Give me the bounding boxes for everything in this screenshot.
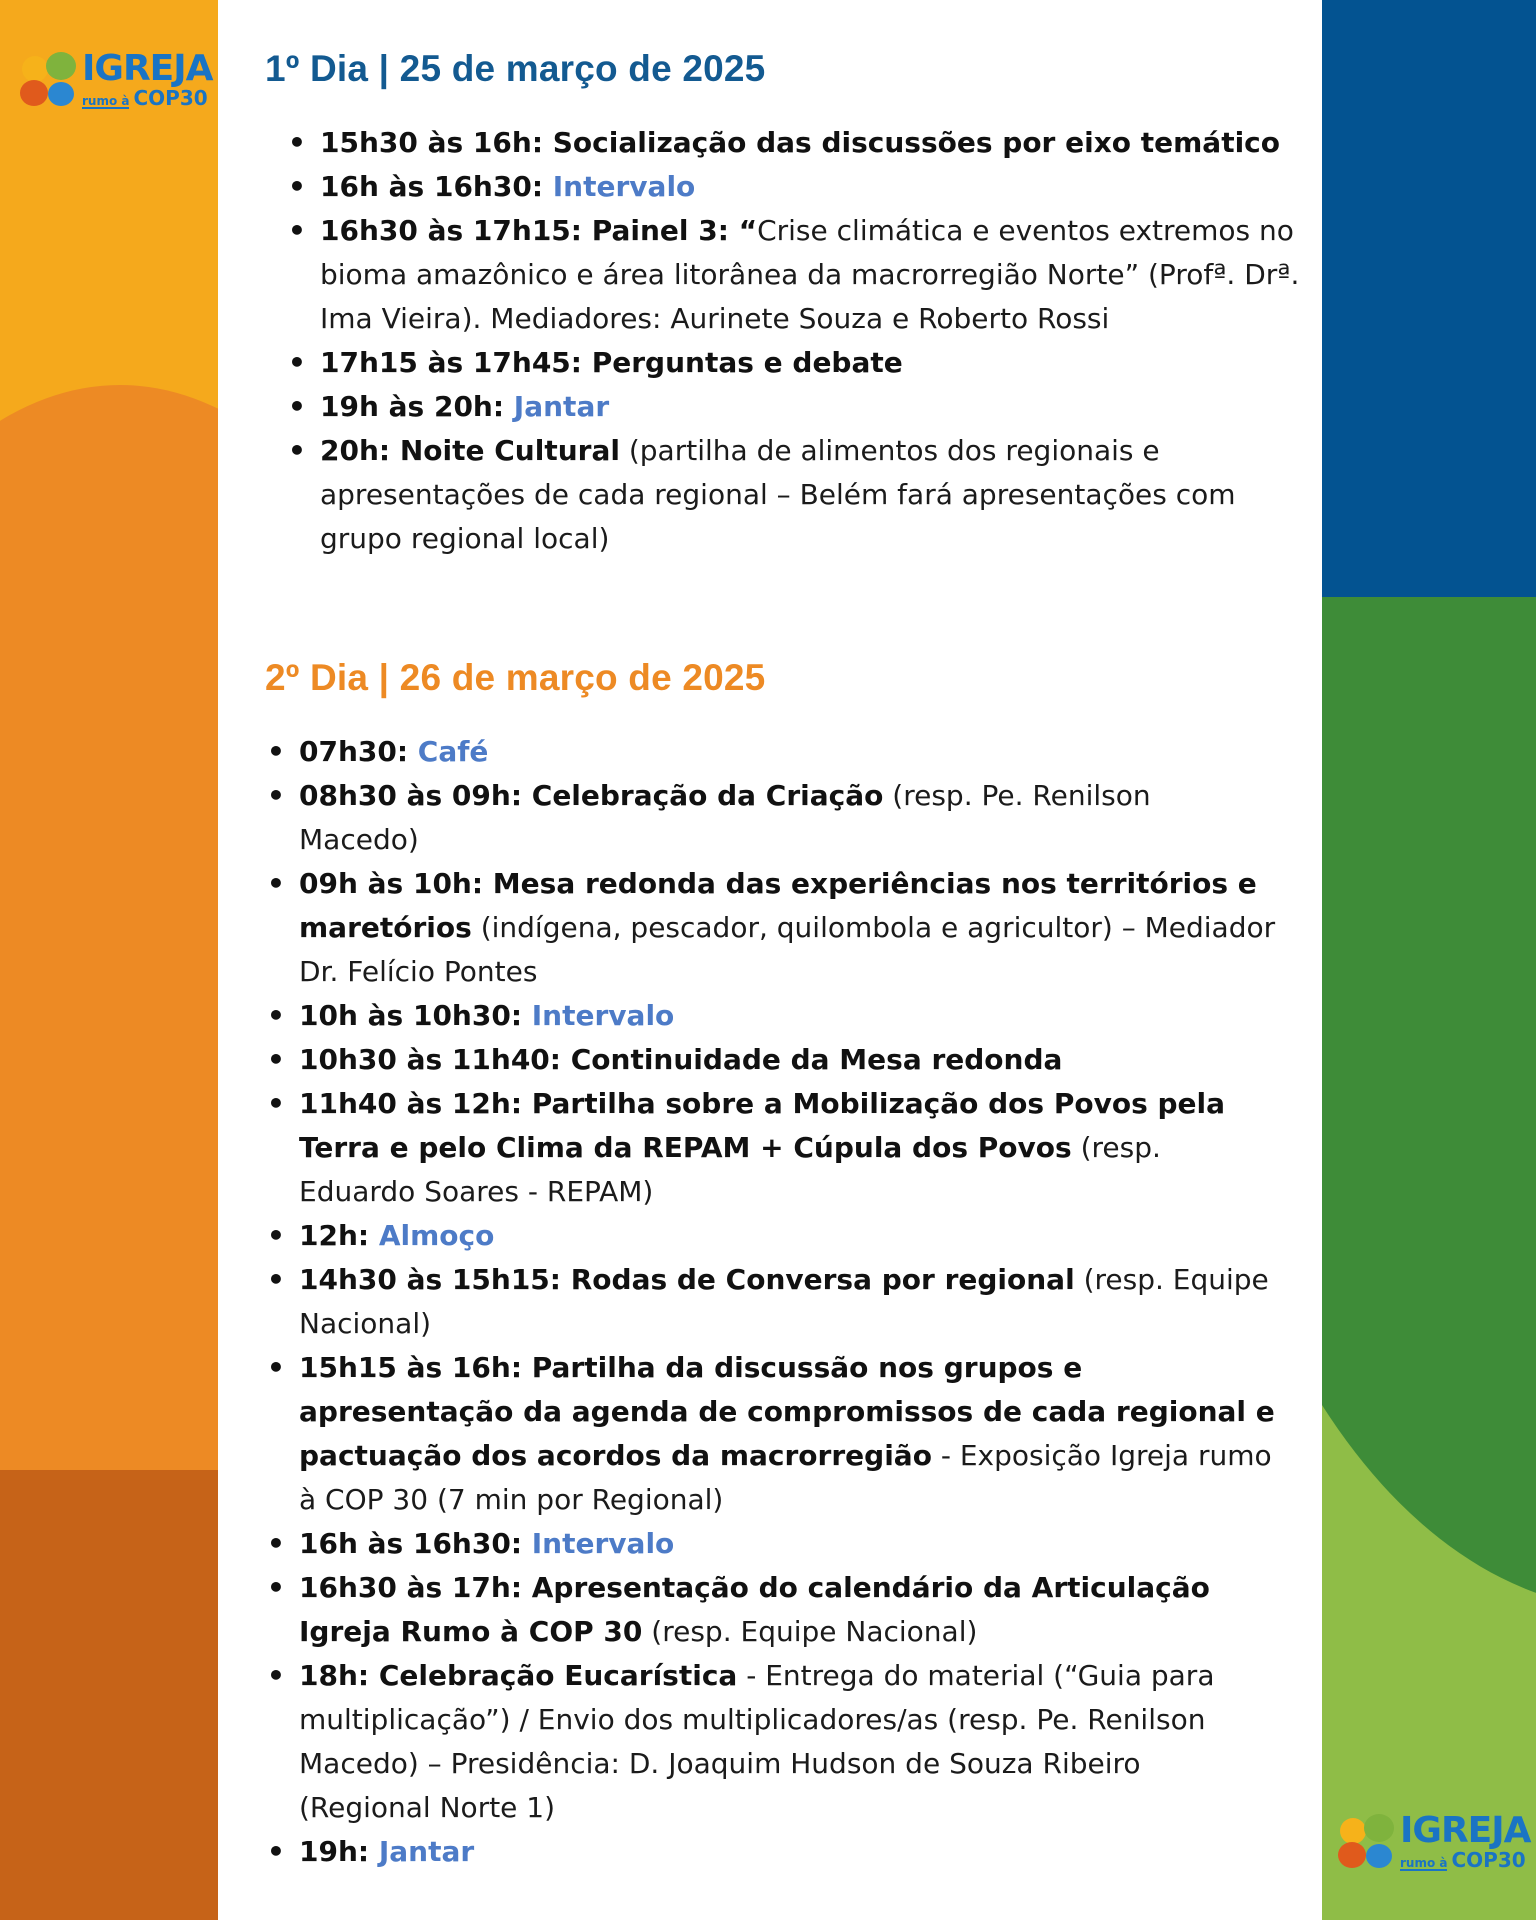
schedule-content	[218, 0, 1322, 1920]
schedule-highlight: Intervalo	[543, 170, 696, 203]
schedule-time: 08h30 às 09h:	[299, 779, 523, 812]
logo-cop-text: COP30	[1451, 1848, 1526, 1872]
schedule-item	[299, 774, 1299, 862]
schedule-item	[320, 341, 1320, 385]
schedule-title: Rodas de Conversa por regional	[560, 1263, 1075, 1296]
schedule-time: 16h às 16h30:	[299, 1527, 523, 1560]
schedule-highlight: Intervalo	[522, 999, 675, 1032]
schedule-time: 10h às 10h30:	[299, 999, 523, 1032]
schedule-time: 16h30 às 17h:	[299, 1571, 523, 1604]
schedule-item	[299, 1258, 1299, 1346]
schedule-time: 10h30 às 11h40:	[299, 1043, 561, 1076]
left-decorative-band	[0, 0, 218, 1920]
schedule-time: 09h às 10h:	[299, 867, 484, 900]
schedule-time: 07h30:	[299, 735, 409, 768]
schedule-title: Mesa redonda das experiências nos territórios e maretórios	[299, 867, 1257, 944]
schedule-title: Socialização das discussões por eixo temático	[543, 126, 1281, 159]
schedule-time: 20h:	[320, 434, 391, 467]
logo-tagline: rumo à	[82, 94, 130, 108]
schedule-item	[320, 165, 1320, 209]
day1-heading: 1º Dia | 25 de março de 2025	[265, 48, 766, 89]
schedule-item	[299, 1830, 1299, 1874]
logo-brand-text: IGREJA	[1400, 1810, 1531, 1851]
schedule-title: Perguntas e debate	[581, 346, 903, 379]
schedule-title: Noite Cultural	[390, 434, 620, 467]
schedule-item	[299, 1522, 1299, 1566]
schedule-time: 17h15 às 17h45:	[320, 346, 582, 379]
day2-schedule-list	[299, 730, 1299, 1874]
logo-top	[18, 50, 213, 110]
schedule-item	[299, 1082, 1299, 1214]
schedule-title: Partilha sobre a Mobilização dos Povos pela Terra e pelo Clima da REPAM + Cúpula dos Povos	[299, 1087, 1226, 1164]
schedule-item	[299, 1654, 1299, 1830]
schedule-item	[299, 1346, 1299, 1522]
schedule-highlight: Jantar	[369, 1835, 475, 1868]
logo-cop-text: COP30	[133, 86, 208, 110]
schedule-detail: (resp. Pe. Renilson Macedo)	[299, 779, 1151, 856]
schedule-title: Partilha da discussão nos grupos e apresentação da agenda de compromissos de cada regional e pactuação dos acordos da macrorregião	[299, 1351, 1275, 1472]
schedule-highlight: Café	[408, 735, 489, 768]
day2-heading: 2º Dia | 26 de março de 2025	[265, 657, 766, 698]
logo-mark-icon	[18, 50, 78, 110]
schedule-item	[299, 862, 1299, 994]
schedule-time: 11h40 às 12h:	[299, 1087, 523, 1120]
schedule-highlight: Intervalo	[522, 1527, 675, 1560]
schedule-detail: (indígena, pescador, quilombola e agricultor) – Mediador Dr. Felício Pontes	[299, 911, 1276, 988]
schedule-time: 18h:	[299, 1659, 370, 1692]
schedule-detail: - Exposição Igreja rumo à COP 30 (7 min por Regional)	[299, 1439, 1272, 1516]
schedule-detail: (resp. Equipe Nacional)	[642, 1615, 978, 1648]
schedule-item	[320, 121, 1320, 165]
schedule-item	[299, 730, 1299, 774]
schedule-highlight: Jantar	[504, 390, 610, 423]
schedule-time: 14h30 às 15h15:	[299, 1263, 561, 1296]
left-dark-orange-band	[0, 1470, 218, 1920]
schedule-title: Painel 3: “	[581, 214, 758, 247]
schedule-title: Continuidade da Mesa redonda	[560, 1043, 1063, 1076]
right-blue-band	[1322, 0, 1536, 597]
schedule-detail: (resp. Equipe Nacional)	[299, 1263, 1269, 1340]
schedule-item	[299, 1566, 1299, 1654]
schedule-item	[299, 1214, 1299, 1258]
schedule-detail: (partilha de alimentos dos regionais e apresentações de cada regional – Belém fará apresentações com grupo regional local)	[320, 434, 1236, 555]
schedule-item	[320, 209, 1320, 341]
logo-mark-icon	[1336, 1812, 1396, 1872]
schedule-item	[299, 994, 1299, 1038]
schedule-time: 15h15 às 16h:	[299, 1351, 523, 1384]
schedule-detail: (resp. Eduardo Soares - REPAM)	[299, 1131, 1161, 1208]
schedule-time: 19h às 20h:	[320, 390, 505, 423]
schedule-title: Celebração da Criação	[522, 779, 884, 812]
schedule-item	[320, 429, 1320, 561]
schedule-time: 16h30 às 17h15:	[320, 214, 582, 247]
schedule-detail: - Entrega do material (“Guia para multiplicação”) / Envio dos multiplicadores/as (resp. Pe. Renilson Macedo) – Presidência: D. Joaquim Hudson de Souza Ribeiro (Regional Norte 1)	[299, 1659, 1215, 1824]
schedule-item	[320, 385, 1320, 429]
schedule-time: 16h às 16h30:	[320, 170, 544, 203]
logo-tagline: rumo à	[1400, 1856, 1448, 1870]
logo-bottom	[1336, 1812, 1531, 1872]
schedule-title: Apresentação do calendário da Articulação Igreja Rumo à COP 30	[299, 1571, 1210, 1648]
schedule-title: Celebração Eucarística	[369, 1659, 738, 1692]
schedule-detail: Crise climática e eventos extremos no bioma amazônico e área litorânea da macrorregião Norte” (Profª. Drª. Ima Vieira). Mediadores: Aurinete Souza e Roberto Rossi	[320, 214, 1300, 335]
logo-brand-text: IGREJA	[82, 48, 213, 89]
schedule-time: 15h30 às 16h:	[320, 126, 544, 159]
schedule-highlight: Almoço	[369, 1219, 495, 1252]
day1-schedule-list	[320, 121, 1320, 561]
right-decorative-band	[1322, 0, 1536, 1920]
schedule-item	[299, 1038, 1299, 1082]
schedule-time: 19h:	[299, 1835, 370, 1868]
schedule-time: 12h:	[299, 1219, 370, 1252]
